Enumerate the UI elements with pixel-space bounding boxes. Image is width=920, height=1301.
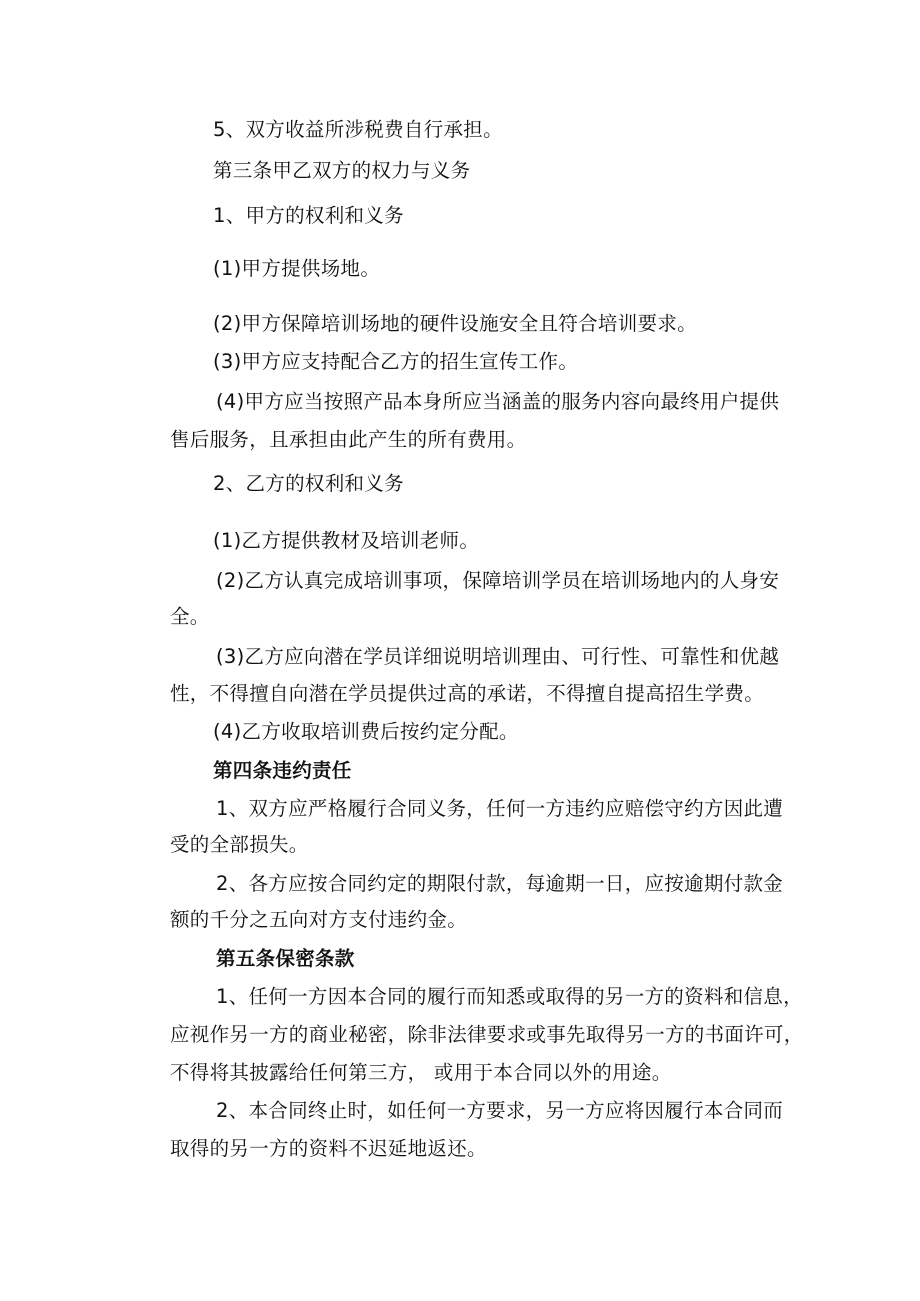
section-4-heading: 第四条违约责任 [213,759,352,782]
confidential-item-1-line-1: 1、任何一方因本合同的履行而知悉或取得的另一方的资料和信息， [216,985,803,1008]
party-a-item-2: (2)甲方保障培训场地的硬件设施安全且符合培训要求。 [213,312,697,335]
breach-item-1-line-1: 1、双方应严格履行合同义务，任何一方违约应赔偿守约方因此遭 [216,797,784,820]
party-b-item-1: (1)乙方提供教材及培训老师。 [213,529,480,552]
party-a-rights-heading: 1、甲方的权利和义务 [213,204,404,227]
party-a-item-4-line-1: (4)甲方应当按照产品本身所应当涵盖的服务内容向最终用户提供 [216,390,780,413]
party-a-item-1: (1)甲方提供场地。 [213,257,381,280]
party-b-item-3-line-1: (3)乙方应向潜在学员详细说明培训理由、可行性、可靠性和优越 [216,645,780,668]
section-5-heading: 第五条保密条款 [216,947,355,970]
party-a-item-4-line-2: 售后服务，且承担由此产生的所有费用。 [170,428,527,451]
confidential-item-1-line-3: 不得将其披露给任何第三方， 或用于本合同以外的用途。 [170,1061,672,1084]
confidential-item-1-line-2: 应视作另一方的商业秘密，除非法律要求或事先取得另一方的书面许可， [170,1023,804,1046]
party-a-item-3: (3)甲方应支持配合乙方的招生宣传工作。 [213,350,579,373]
breach-item-2-line-1: 2、各方应按合同约定的期限付款，每逾期一日，应按逾期付款金 [216,872,784,895]
confidential-item-2-line-1: 2、本合同终止时，如任何一方要求，另一方应将因履行本合同而 [216,1099,784,1122]
confidential-item-2-line-2: 取得的另一方的资料不迟延地返还。 [170,1137,487,1160]
breach-item-2-line-2: 额的千分之五向对方支付违约金。 [170,908,468,931]
party-b-item-4: (4)乙方收取培训费后按约定分配。 [213,720,519,743]
item-5-tax: 5、双方收益所涉税费自行承担。 [213,118,503,141]
section-3-heading: 第三条甲乙双方的权力与义务 [213,159,471,182]
party-b-item-2-line-1: (2)乙方认真完成培训事项，保障培训学员在培训场地内的人身安 [216,569,780,592]
breach-item-1-line-2: 受的全部损失。 [170,833,309,856]
party-b-item-2-line-2: 全。 [170,605,210,628]
party-b-rights-heading: 2、乙方的权利和义务 [213,472,404,495]
party-b-item-3-line-2: 性，不得擅自向潜在学员提供过高的承诺，不得擅自提高招生学费。 [170,682,765,705]
